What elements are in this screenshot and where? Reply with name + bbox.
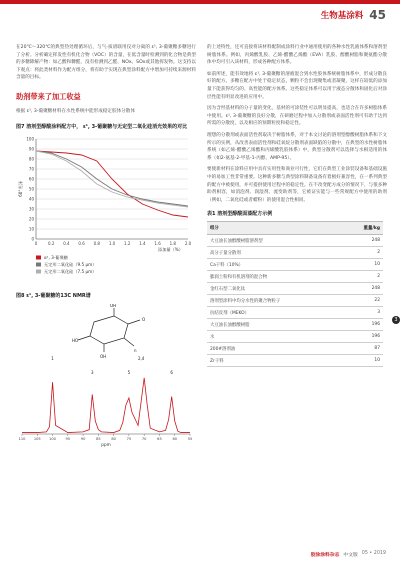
footer-edition: 中文版 [343, 553, 358, 558]
x-tick-label: 110 [18, 436, 26, 441]
legend-label: 无定形二氧化硅（9.5 μm） [44, 261, 97, 267]
legend-swatch [36, 269, 41, 273]
x-tick-label: 0.6 [78, 240, 85, 246]
peak-label: 1 [51, 355, 54, 361]
x-tick-label: 55 [187, 436, 193, 441]
table-header-row [207, 222, 383, 235]
y-tick-label: 90 [28, 146, 34, 152]
right-paragraph-3: 因为含羟基材料的分子量的变化，基材的可涂装性可以明显提高，也适合在许多树脂体系中使用。ε¹, 3-葡聚糖的良好分散，在研磨过程中加入分散剂或表面活性剂可有助于达到所需的分散度，以及相应的预期粒度和稳定性。 [207, 106, 387, 127]
structure-label-oh-top: OH [110, 303, 117, 308]
x-tick-label: 0 [34, 240, 38, 246]
x-tick-label: 1.6 [154, 240, 161, 246]
table-cell-component: 200#溶剂油 [207, 343, 343, 355]
nmr-figure [16, 304, 196, 454]
formulation-table [207, 221, 383, 367]
table-cell-component: Ca干料（10%） [207, 259, 343, 271]
table-row [207, 343, 383, 355]
table-header-weight: 重量/kg [343, 222, 383, 235]
table-cell-weight: 196 [343, 319, 383, 331]
x-tick-label: 65 [157, 436, 162, 441]
table-cell-component: 膨润土粉和有机溶剂的混合物 [207, 271, 343, 283]
right-paragraph-5: 要使新材料在涂料应用中具有实用性和商业可行性，它们在典型工业涂装设备和基础设施中的易加工性非常重要。这种新多糖与典型涂料制备设备有着极好兼容性，在一系列典型的配方中被使用，并可提供使用过程中的稳定性。在不改变配方成分的情况下，与很多种助剂相容，如消泡剂、润湿剂、流变助剂等，它被证实能与一些常规配方中使用的助剂（例如，二氧化硅或者蜡粉）的使用混合性相同。 [207, 167, 387, 203]
section-title: 生物基涂料 [320, 11, 364, 21]
table-body [207, 235, 383, 367]
legend-label: 无定形二氧化硅（7.5 μm） [44, 268, 97, 274]
y-tick-label: 10 [28, 226, 34, 232]
legend-label: α¹, 3-葡聚糖 [44, 254, 68, 260]
peak-label: 5 [127, 369, 131, 375]
x-tick-label: 90 [80, 436, 86, 441]
y-tick-label: 0 [31, 236, 34, 242]
table-cell-weight: 87 [343, 343, 383, 355]
table-row [207, 355, 383, 367]
table-row [207, 247, 383, 259]
x-tick-label: 0.8 [93, 240, 100, 246]
x-tick-label: 0.2 [48, 240, 55, 246]
x-tick-label: 100 [49, 436, 56, 441]
table-row [207, 235, 383, 247]
x-tick-label: 1.0 [108, 240, 116, 246]
peak-label: 3 [90, 369, 94, 375]
table-cell-weight: 248 [343, 235, 383, 247]
y-tick-label: 40 [28, 196, 34, 202]
x-tick-label: 70 [141, 436, 147, 441]
table-row [207, 283, 383, 295]
footer-issue: 05 • 2019 [361, 551, 386, 556]
page-number: 45 [369, 8, 386, 22]
y-tick-label: 50 [28, 186, 34, 192]
legend-swatch [36, 262, 41, 266]
left-column [16, 44, 196, 454]
table-cell-weight: 3 [343, 307, 383, 319]
table-row [207, 331, 383, 343]
table-cell-weight: 2 [343, 247, 383, 259]
table-row [207, 307, 383, 319]
figure-8-title: 图8 ε¹, 3-葡聚糖的13C NMR谱 [16, 292, 91, 299]
left-paragraph-1: 根据 ε¹, 3-葡聚糖材料在水性系统中能形成稳定胶体分散体 [16, 108, 135, 114]
table-cell-component: 高分子量分散剂 [207, 247, 343, 259]
gloss-chart [16, 135, 196, 285]
peak-label: 2,4 [137, 355, 145, 361]
y-tick-label: 70 [28, 166, 34, 172]
table-1-title: 表1 溶剂型醇酸面漆配方示例 [207, 211, 273, 218]
table-row [207, 319, 383, 331]
structure-label-n: n [134, 347, 137, 353]
gloss-chart-svg [16, 135, 196, 285]
nmr-spectrum-line [22, 377, 190, 432]
x-tick-label: 75 [126, 436, 132, 441]
y-tick-label: 80 [28, 156, 34, 162]
page-header [321, 8, 386, 22]
x-tick-label: 1.8 [169, 240, 176, 246]
table-cell-weight: 22 [343, 295, 383, 307]
figure-7-title: 图7 溶剂型醇酸涂料配方中， ε¹, 3-葡聚糖与无定型二氧化硅消光效果的对比 [16, 123, 188, 130]
structure-label-oh-bottom: OH [100, 353, 107, 359]
series-line [36, 151, 188, 217]
x-tick-label: 0.4 [63, 240, 70, 246]
nmr-chart-svg [16, 304, 196, 454]
structure-label-oh-left: HO [72, 337, 79, 343]
table-cell-component: 抗结皮剂（MEKO） [207, 307, 343, 319]
table-cell-component: 大豆油长油醇酸树脂 [207, 319, 343, 331]
table-row [207, 259, 383, 271]
structure-label-o: O [142, 316, 146, 322]
x-tick-label: 105 [33, 436, 41, 441]
table-cell-component: Zr干料 [207, 355, 343, 367]
peak-label: 6 [170, 369, 173, 375]
table-cell-component: 溶剂型涂料中均分水性的聚合物粒子 [207, 295, 343, 307]
footer-journal: 胶涂涂料杂志 [310, 553, 340, 558]
right-paragraph-2: 如前所述，能有效地将 ε¹, 3-葡聚糖的溶液混合到水性胶体系统树脂体系中，形成分散良好的配方。多糖在配方中处于稳定状态，颗粒不会出现聚集或者凝聚，这样在较低的添加量下能获得均匀的、高性能的配方体系。这些稳定体系可以用于液态分散体和固化后对涂层性能有明显改进的应用中。 [207, 71, 387, 100]
x-tick-label: 95 [65, 436, 71, 441]
table-cell-weight: 10 [343, 259, 383, 271]
x-axis-label: 添加量（%） [158, 246, 183, 252]
right-column [207, 44, 387, 367]
x-tick-label: 80 [111, 436, 116, 441]
section-heading: 助剂带来了加工收益 [16, 91, 81, 101]
x-axis-label: ppm [101, 441, 111, 447]
glucan-structure-icon [78, 308, 140, 352]
page-footer [311, 551, 386, 558]
table-header-component: 组分 [207, 222, 343, 235]
table-cell-weight: 248 [343, 283, 383, 295]
x-tick-label: 1.4 [139, 240, 146, 246]
side-marker: 3 [392, 316, 400, 324]
table-row [207, 271, 383, 283]
top-rule [0, 0, 400, 4]
y-tick-label: 20 [28, 216, 34, 222]
x-tick-label: 2.0 [184, 240, 192, 246]
x-tick-label: 85 [96, 436, 101, 441]
table-cell-component: 大豆油长油醇酸树脂溶剂型 [207, 235, 343, 247]
table-cell-weight: 10 [343, 355, 383, 367]
x-tick-label: 1.2 [124, 240, 131, 246]
y-tick-label: 30 [28, 206, 34, 212]
right-paragraph-4: 理想的分散剂或表面活性剂取决于树脂体系，对于本文讨论的溶剂型醇酸树脂体系和下文所示的实例，从改善表面活性剂和硅氧烷分散剂表面缺陷的分散中，在典型的水性树脂体系统（如乙烯-醋酸乙烯酯和丙烯酸乳胶体系）中，典型分散剂可以选择与水相适用的体系（如2-氨基-2-甲基-1-丙醇，AMP-95）。 [207, 132, 387, 161]
legend-swatch [36, 255, 41, 259]
table-cell-component: 金红石型二氧化钛 [207, 283, 343, 295]
table-cell-weight: 196 [343, 331, 383, 343]
table-row [207, 295, 383, 307]
right-paragraph-1: 的上述特性，还可直接将该材料配制成涂料行业中通用使用的各种水性乳液体系和溶剂型树脂体系。例如，丙烯酸乳胶、乙烯-醋酸乙烯酯（EVA）乳胶、醇酸树脂和聚氨酯分散体中均可引入该材料，形成各种配方体系。 [207, 45, 387, 66]
table-cell-component: 水 [207, 331, 343, 343]
y-tick-label: 60 [28, 176, 34, 182]
x-tick-label: 60 [172, 436, 178, 441]
y-tick-label: 100 [26, 136, 34, 142]
table-cell-weight: 2 [343, 271, 383, 283]
intro-paragraph: 在20℃～320℃的典型热处理循环后，与气-质谱联用仪对分离的 ε¹, 3-葡聚糖多糖进行了分析。分析确定挥发性有机化合物（VOC）的含量，在低含量时检测到的化合物是典型的多糖降解产物：如乙酸和糠醛，没有检测到乙醛、NOx、SOx或其他挥发物。这支持以下观点：将此类材料作为配方组分，将有助于实现在典型涂料配方中增加可持续来源材料含量的目标。 [16, 45, 196, 81]
y-axis-label: 60°光泽 [18, 180, 23, 197]
